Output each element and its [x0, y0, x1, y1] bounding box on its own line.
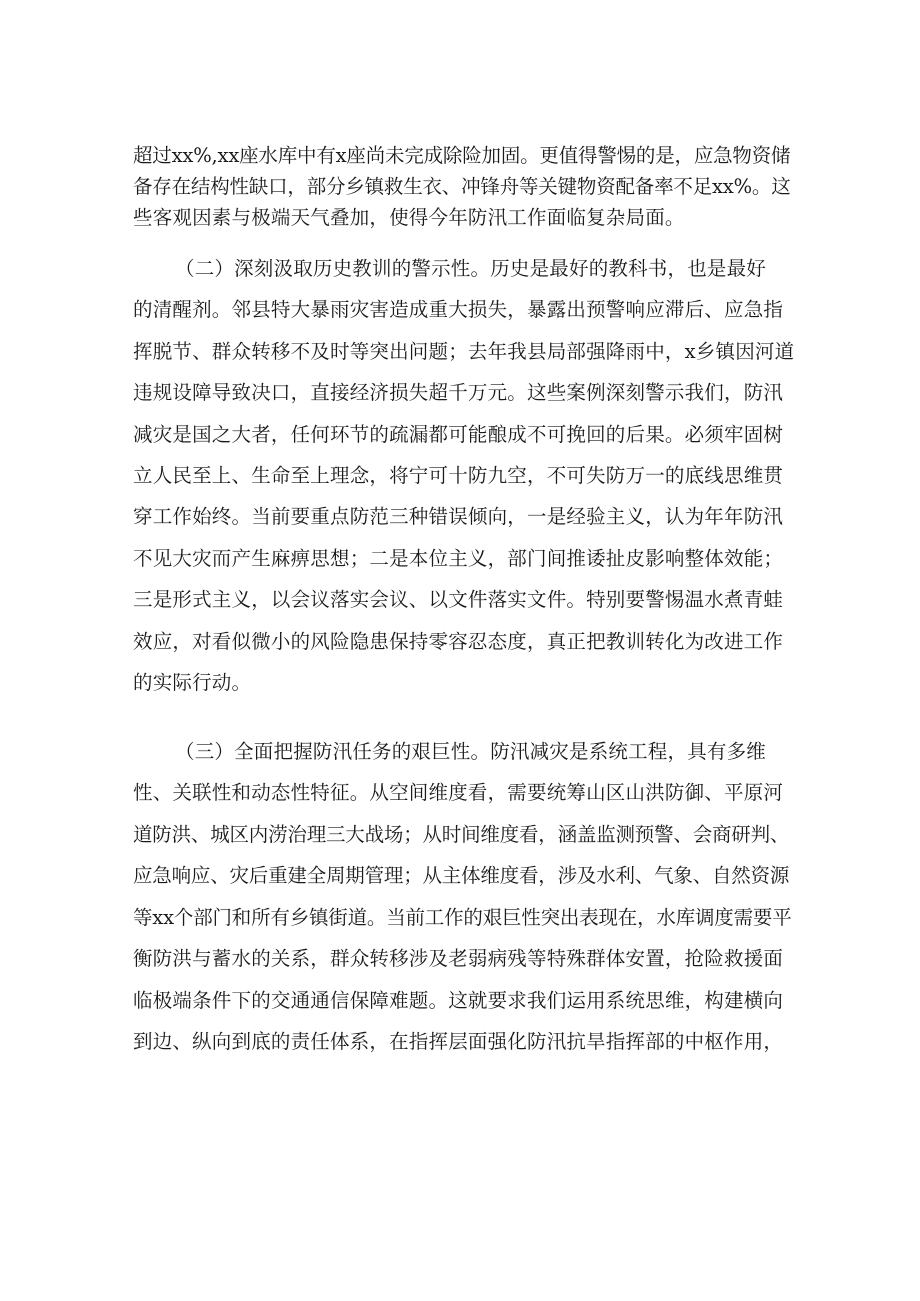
text-line: 效应，对看似微小的风险隐患保持零容忍态度，真正把教训转化为改进工作 [133, 630, 784, 653]
text-line: 等xx个部门和所有乡镇街道。当前工作的艰巨性突出表现在，水库调度需要平 [133, 906, 792, 929]
text-line: 违规设障导致决口，直接经济损失超千万元。这些案例深刻警示我们，防汛 [133, 381, 784, 404]
text-line: 挥脱节、群众转移不及时等突出问题；去年我县局部强降雨中，x乡镇因河道 [133, 340, 795, 363]
text-line: 穿工作始终。当前要重点防范三种错误倾向，一是经验主义，认为年年防汛 [133, 505, 784, 528]
text-line: 减灾是国之大者，任何环节的疏漏都可能酿成不可挽回的后果。必须牢固树 [133, 423, 784, 446]
text-line: （二）深刻汲取历史教训的警示性。历史是最好的教科书，也是最好 [175, 257, 767, 280]
text-line: 临极端条件下的交通通信保障难题。这就要求我们运用系统思维，构建横向 [133, 989, 784, 1012]
text-line: 不见大灾而产生麻痹思想；二是本位主义，部门间推诿扯皮影响整体效能； [133, 547, 784, 570]
text-line: 应急响应、灾后重建全周期管理；从主体维度看，涉及水利、气象、自然资源 [133, 864, 790, 887]
text-line: 衡防洪与蓄水的关系，群众转移涉及老弱病残等特殊群体安置，抢险救援面 [133, 947, 784, 970]
text-line: 超过xx%,xx座水库中有x座尚未完成除险加固。更值得警惕的是，应急物资储 [133, 144, 791, 167]
text-line: 些客观因素与极端天气叠加，使得今年防汛工作面临复杂局面。 [133, 206, 685, 229]
text-line: 备存在结构性缺口，部分乡镇救生衣、冲锋舟等关键物资配备率不足xx%。这 [133, 175, 791, 198]
text-line: 的实际行动。 [133, 671, 252, 694]
text-line: 的清醒剂。邻县特大暴雨灾害造成重大损失，暴露出预警响应滞后、应急指 [133, 298, 784, 321]
text-line: （三）全面把握防汛任务的艰巨性。防汛减灾是系统工程，具有多维 [175, 740, 767, 763]
text-line: 三是形式主义，以会议落实会议、以文件落实文件。特别要警惕温水煮青蛙 [133, 588, 784, 611]
text-line: 道防洪、城区内涝治理三大战场；从时间维度看，涵盖监测预警、会商研判、 [133, 823, 790, 846]
text-line: 立人民至上、生命至上理念，将宁可十防九空，不可失防万一的底线思维贯 [133, 464, 784, 487]
text-line: 性、关联性和动态性特征。从空间维度看，需要统筹山区山洪防御、平原河 [133, 781, 784, 804]
text-line: 到边、纵向到底的责任体系，在指挥层面强化防汛抗旱指挥部的中枢作用， [133, 1030, 784, 1053]
